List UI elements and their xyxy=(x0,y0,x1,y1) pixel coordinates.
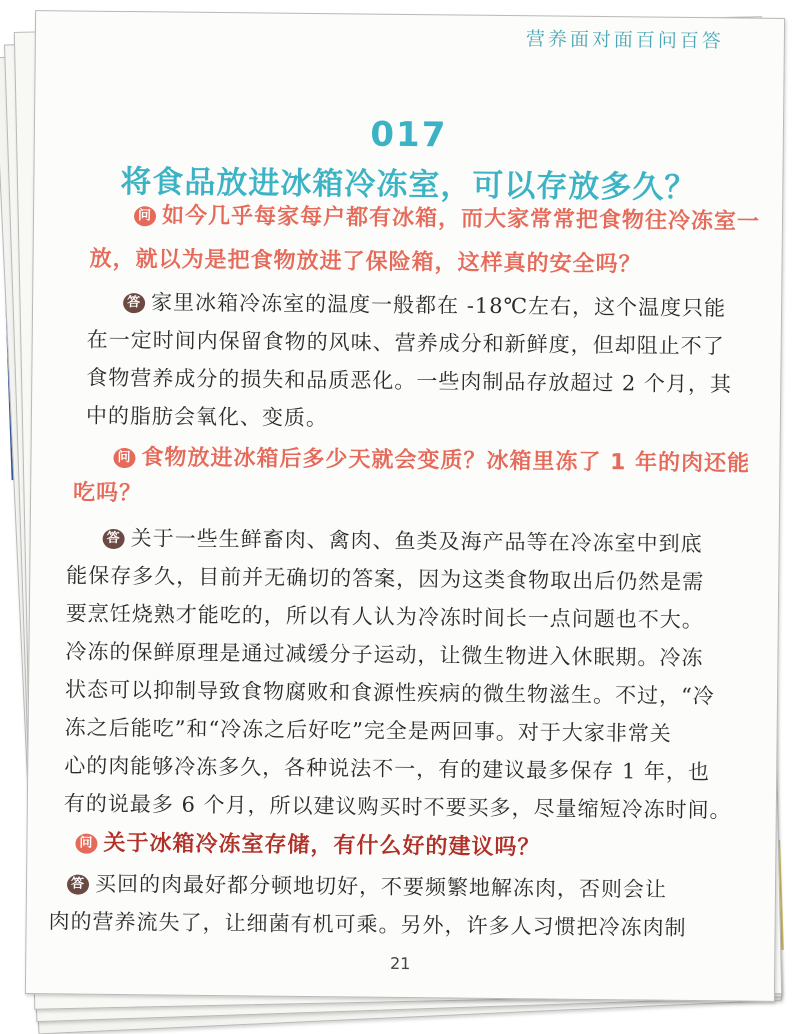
answer-2-line-7: 心的肉能够冷冻多久，各种说法不一，有的建议最多保存 1 年，也 xyxy=(64,753,711,785)
question-badge-icon: 问 xyxy=(113,448,135,468)
page-number: 21 xyxy=(389,953,411,974)
answer-3-line-2: 肉的营养流失了，让细菌有机可乘。另外，许多人习惯把冷冻肉制 xyxy=(48,909,687,940)
question-2-line-2: 吃吗？ xyxy=(72,480,143,507)
running-header: 营养面对面百问百答 xyxy=(525,28,724,53)
answer-2-line-6: 冻之后能吃”和“冷冻之后好吃”完全是两回事。对于大家非常关 xyxy=(64,715,672,746)
answer-2-line-2: 能保存多久，目前并无确切的答案，因为这类食物取出后仍然是需 xyxy=(66,563,705,595)
answer-2-line-1: 答 关于一些生鲜畜肉、禽肉、鱼类及海产品等在冷冻室中到底 xyxy=(102,520,702,562)
answer-2-line-4: 冷冻的保鲜原理是通过减缓分子运动，让微生物进入休眠期。冷冻 xyxy=(65,639,704,671)
question-3-line-1: 问 关于冰箱冷冻室存储，有什么好的建议吗？ xyxy=(75,824,540,869)
answer-2-line-5: 状态可以抑制导致食物腐败和食源性疾病的微生物滋生。不过，“冷 xyxy=(64,677,715,709)
answer-1-line-2: 在一定时间内保留食物的风味、营养成分和新鲜度，但却阻止不了 xyxy=(86,327,725,359)
answer-badge-icon: 答 xyxy=(123,293,145,313)
book-page xyxy=(25,10,785,1002)
answer-1-line-3: 食物营养成分的损失和品质恶化。一些肉制品存放超过 2 个月，其 xyxy=(86,365,733,397)
section-number: 017 xyxy=(370,114,448,156)
answer-2-line-3: 要烹饪烧熟才能吃的，所以有人认为冷冻时间长一点问题也不大。 xyxy=(65,601,704,633)
answer-2-line-8: 有的说最多 6 个月，所以建议购买时不要买多，尽量缩短冷冻时间。 xyxy=(63,791,732,823)
answer-badge-icon: 答 xyxy=(103,529,125,549)
question-1-line-2: 放，就以为是把食物放进了保险箱，这样真的安全吗？ xyxy=(89,246,642,278)
question-2-line-1: 问 食物放进冰箱后多少天就会变质？冰箱里冻了 1 年的肉还能 xyxy=(113,438,750,485)
question-badge-icon: 问 xyxy=(75,834,97,854)
section-title: 将食品放进冰箱冷冻室，可以存放多久？ xyxy=(120,164,697,207)
answer-1-line-1: 答 家里冰箱冷冻室的温度一般都在 -18℃左右，这个温度只能 xyxy=(123,284,726,326)
answer-1-line-4: 中的脂肪会氧化、变质。 xyxy=(85,403,329,431)
question-badge-icon: 问 xyxy=(134,206,156,226)
answer-badge-icon: 答 xyxy=(67,874,89,894)
question-1-line-1: 问 如今几乎每家每户都有冰箱，而大家常常把食物往冷冻室一 xyxy=(134,196,760,243)
answer-3-line-1: 答 买回的肉最好都分顿地切好，不要频繁地解冻肉，否则会让 xyxy=(67,865,667,907)
